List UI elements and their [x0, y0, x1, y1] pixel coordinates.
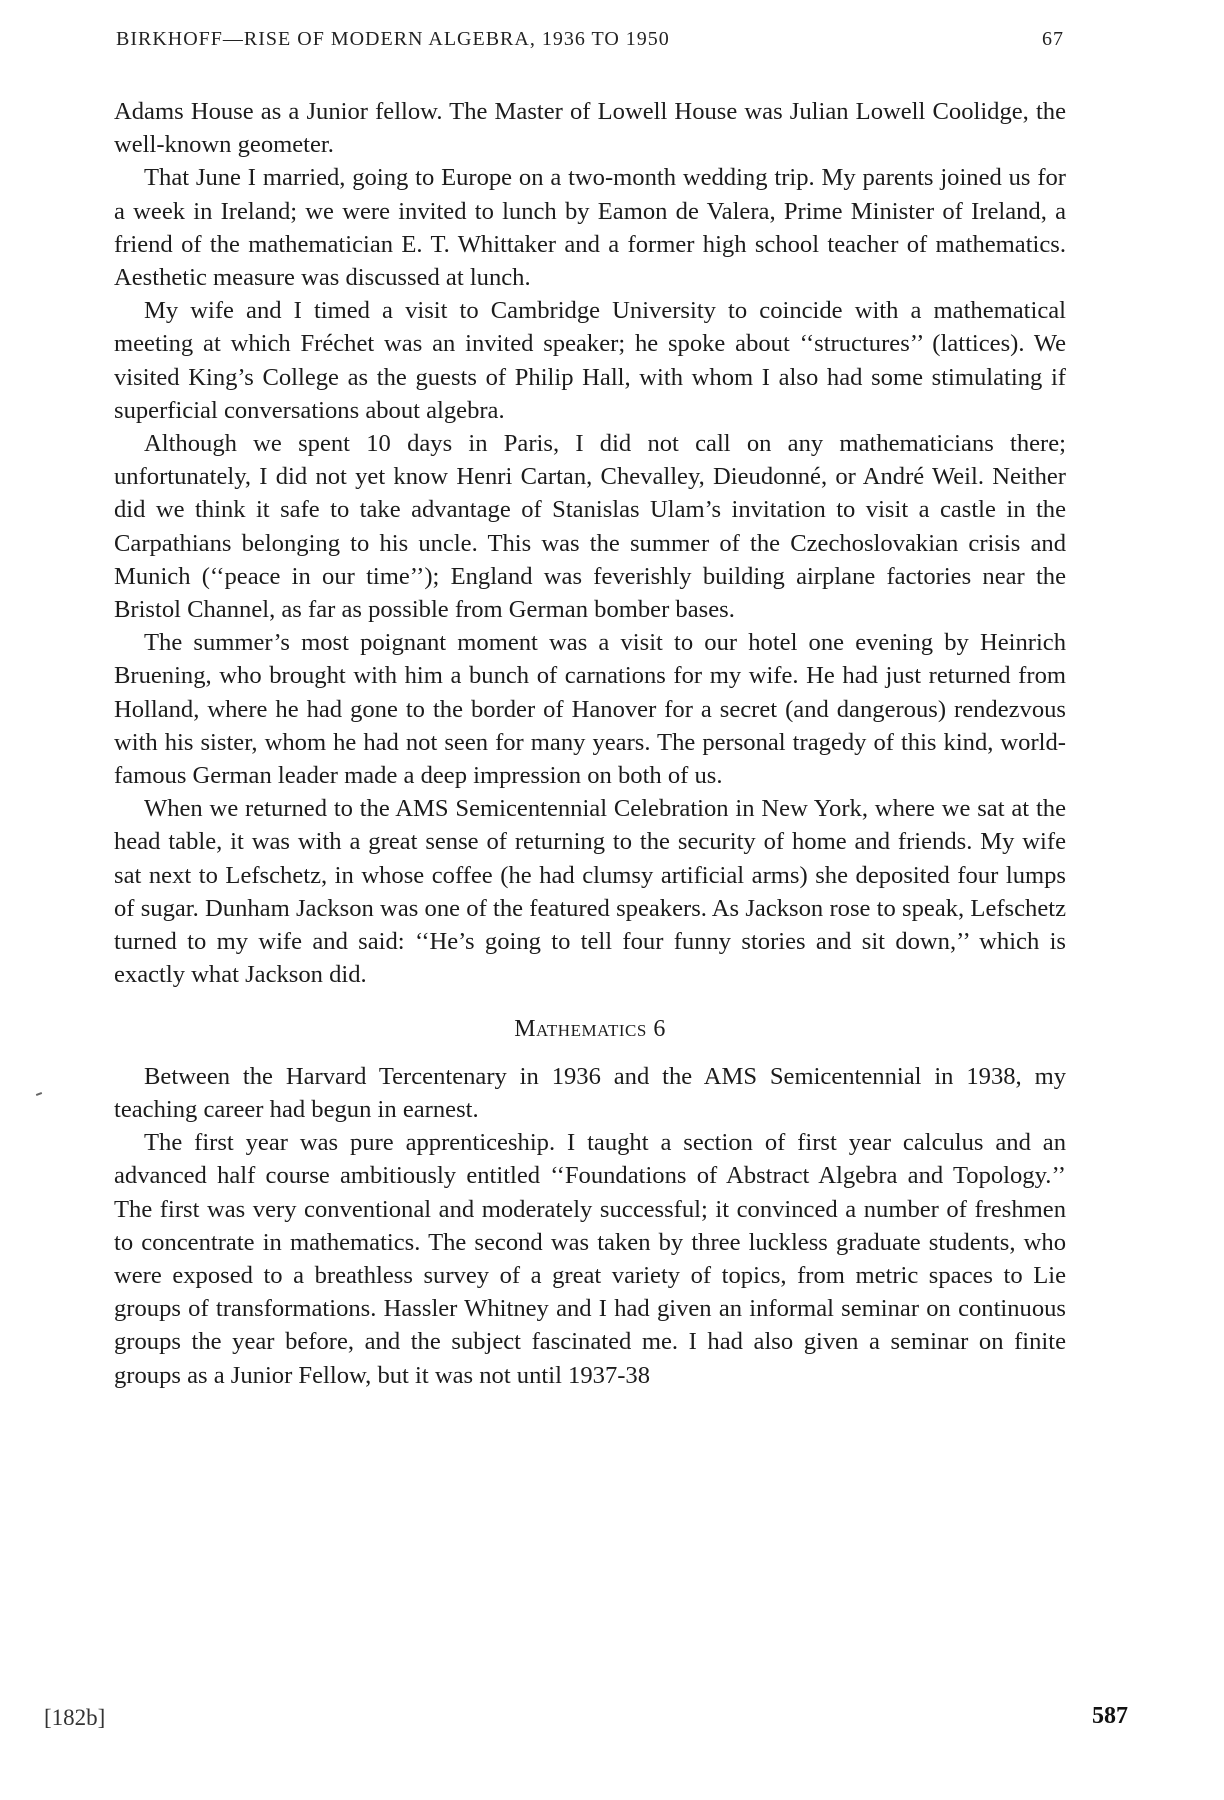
scan-speck — [36, 1092, 42, 1096]
body-text — [114, 95, 1066, 1392]
running-title: BIRKHOFF—RISE OF MODERN ALGEBRA, 1936 TO 1950 — [116, 28, 670, 50]
volume-page-number: 587 — [1092, 1703, 1128, 1729]
paragraph: When we returned to the AMS Semicentennial Celebration in New York, where we sat at the head table, it was with a great sense of returning to the security of home and friends. My wife sat next to Lefschetz, in whose coffee (he had clumsy artificial arms) she deposited four lumps of sugar. Dunham Jackson was one of the featured speakers. As Jackson rose to speak, Lefschetz turned to my wife and said: ‘‘He’s going to tell four funny stories and sit down,’’ which is exactly what Jackson did. — [114, 795, 1066, 989]
footer-mark: [182b] — [44, 1705, 106, 1730]
section-heading-word: Mathematics — [514, 1016, 647, 1043]
page-number: 67 — [1042, 28, 1064, 50]
paragraph: Adams House as a Junior fellow. The Master of Lowell House was Julian Lowell Coolidge, the well-known geometer. — [114, 98, 1066, 159]
paragraph: Between the Harvard Tercentenary in 1936 and the AMS Semicentennial in 1938, my teaching career had begun in earnest. — [114, 1062, 1066, 1123]
section-heading-number: 6 — [653, 1016, 666, 1043]
paragraph: My wife and I timed a visit to Cambridge University to coincide with a mathematical meeting at which Fréchet was an invited speaker; he spoke about ‘‘structures’’ (lattices). We visited King’s College as the guests of Philip Hall, with whom I also had some stimulating if superficial conversations about algebra. — [114, 297, 1066, 424]
paragraph: The summer’s most poignant moment was a visit to our hotel one evening by Heinrich Bruening, who brought with him a bunch of carnations for my wife. He had just returned from Holland, where he had gone to the border of Hanover for a secret (and dangerous) rendezvous with his sister, whom he had not seen for many years. The personal tragedy of this kind, world-famous German leader made a deep impression on both of us. — [114, 629, 1066, 790]
paragraph: The first year was pure apprenticeship. I taught a section of first year calculus and an advanced half course ambitiously entitled ‘‘Foundations of Abstract Algebra and Topology.’’ The first was very conventional and moderately successful; it convinced a number of freshmen to concentrate in mathematics. The second was taken by three luckless graduate students, who were exposed to a breathless survey of a great variety of topics, from metric spaces to Lie groups of transformations. Hassler Whitney and I had given an informal seminar on continuous groups the year before, and the subject fascinated me. I had also given a seminar on finite groups as a Junior Fellow, but it was not until 1937-38 — [114, 1129, 1066, 1389]
paragraph: Although we spent 10 days in Paris, I did not call on any mathematicians there; unfortunately, I did not yet know Henri Cartan, Chevalley, Dieudonné, or André Weil. Neither did we think it safe to take advantage of Stanislas Ulam’s invitation to visit a castle in the Carpathians belonging to his uncle. This was the summer of the Czechoslovakian crisis and Munich (‘‘peace in our time’’); England was feverishly building airplane factories near the Bristol Channel, as far as possible from German bomber bases. — [114, 430, 1066, 624]
paragraph: That June I married, going to Europe on a two-month wedding trip. My parents joined us for a week in Ireland; we were invited to lunch by Eamon de Valera, Prime Minister of Ireland, a friend of the mathematician E. T. Whittaker and a former high school teacher of mathematics. Aesthetic measure was discussed at lunch. — [114, 164, 1066, 292]
section-heading — [114, 1013, 1066, 1046]
